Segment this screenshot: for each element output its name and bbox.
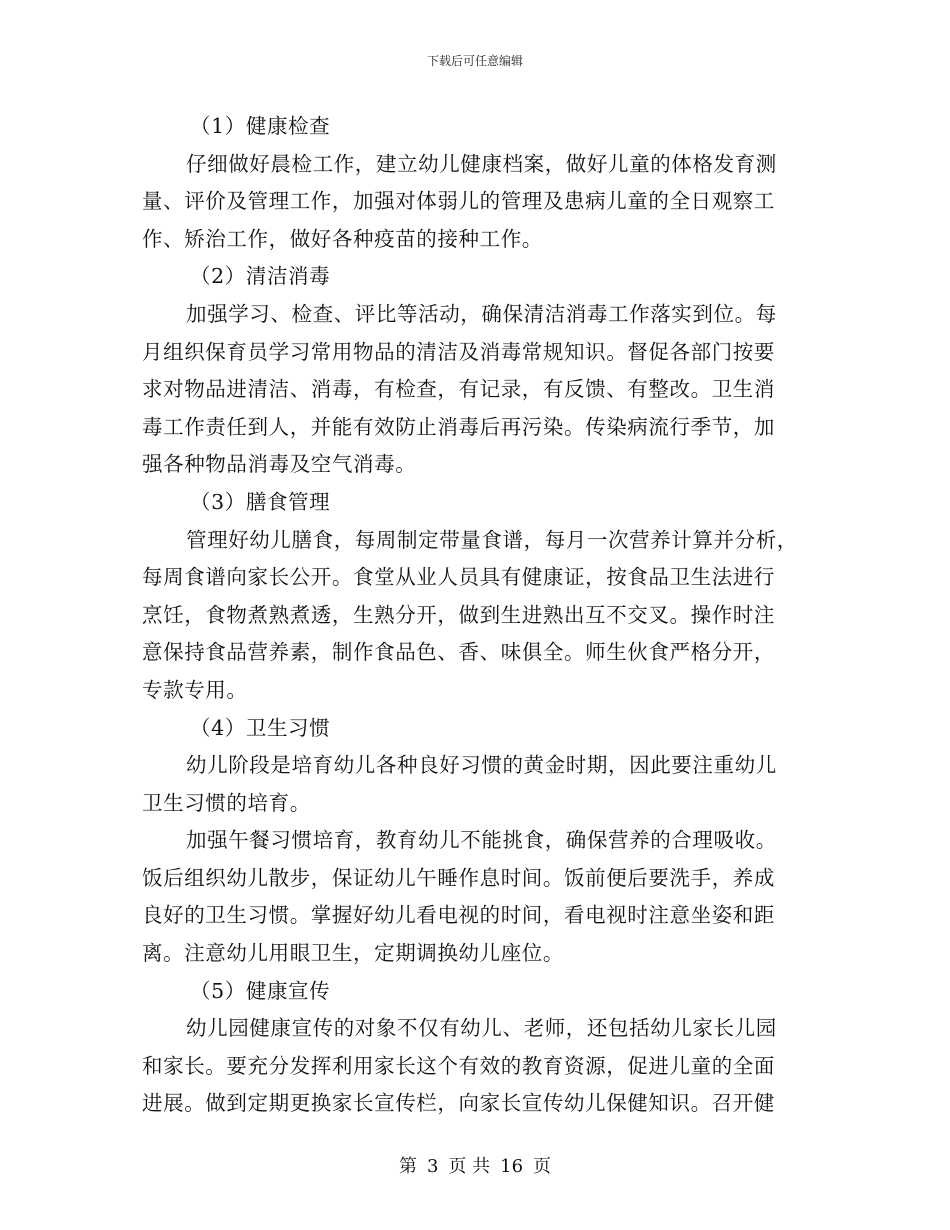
section-heading: （5）健康宣传 [190,978,331,1003]
current-page-number: 3 [426,1156,439,1177]
document-body [142,108,804,1123]
paragraph-line: 离。注意幼儿用眼卫生，定期调换幼儿座位。 [142,941,564,966]
paragraph-line: 管理好幼儿膳食，每周制定带量食谱，每月一次营养计算并分析， [186,527,798,552]
paragraph-line: 卫生习惯的培育。 [142,790,311,815]
section-heading: （1）健康检查 [190,114,331,138]
paragraph-line: 饭后组织幼儿散步，保证幼儿午睡作息时间。饭前便后要洗手，养成 [142,865,775,890]
paragraph-line: 月组织保育员学习常用物品的清洁及消毒常规知识。督促各部门按要 [142,339,775,364]
paragraph-line: 仔细做好晨检工作，建立幼儿健康档案，做好儿童的体格发育测 [186,151,777,176]
paragraph-line: 烹饪，食物煮熟煮透，生熟分开，做到生进熟出互不交叉。操作时注 [142,602,775,627]
paragraph-line: 加强学习、检查、评比等活动，确保清洁消毒工作落实到位。每 [186,301,777,326]
page-footer [0,1152,950,1178]
paragraph-line: 加强午餐习惯培育，教育幼儿不能挑食，确保营养的合理吸收。 [186,828,777,853]
paragraph-line: 专款专用。 [142,677,248,702]
total-page-count: 16 [500,1156,524,1177]
section-heading: （4）卫生习惯 [190,715,331,740]
paragraph-line: 进展。做到定期更换家长宣传栏，向家长宣传幼儿保健知识。召开健 [142,1091,775,1116]
page-header: 下载后可任意编辑 [426,54,523,68]
paragraph-line: 良好的卫生习惯。掌握好幼儿看电视的时间，看电视时注意坐姿和距 [142,903,775,928]
paragraph-line: 意保持食品营养素，制作食品色、香、味俱全。师生伙食严格分开， [142,640,775,665]
footer-middle: 页 共 [448,1156,491,1177]
paragraph-line: 强各种物品消毒及空气消毒。 [142,452,417,477]
section-heading: （2）清洁消毒 [190,264,331,289]
paragraph-line: 求对物品进清洁、消毒，有检查，有记录，有反馈、有整改。卫生消 [142,377,775,402]
paragraph-line: 每周食谱向家长公开。食堂从业人员具有健康证，按食品卫生法进行 [142,565,775,590]
paragraph-line: 幼儿园健康宣传的对象不仅有幼儿、老师，还包括幼儿家长儿园 [186,1016,777,1041]
footer-suffix: 页 [533,1156,552,1177]
footer-prefix: 第 [398,1156,417,1177]
paragraph-line: 毒工作责任到人，并能有效防止消毒后再污染。传染病流行季节，加 [142,414,775,439]
section-heading: （3）膳食管理 [190,489,331,514]
paragraph-line: 幼儿阶段是培育幼儿各种良好习惯的黄金时期，因此要注重幼儿 [186,753,777,778]
paragraph-line: 和家长。要充分发挥利用家长这个有效的教育资源，促进儿童的全面 [142,1053,775,1078]
paragraph-line: 量、评价及管理工作，加强对体弱儿的管理及患病儿童的全日观察工 [142,189,775,214]
paragraph-line: 作、矫治工作，做好各种疫苗的接种工作。 [142,226,543,251]
